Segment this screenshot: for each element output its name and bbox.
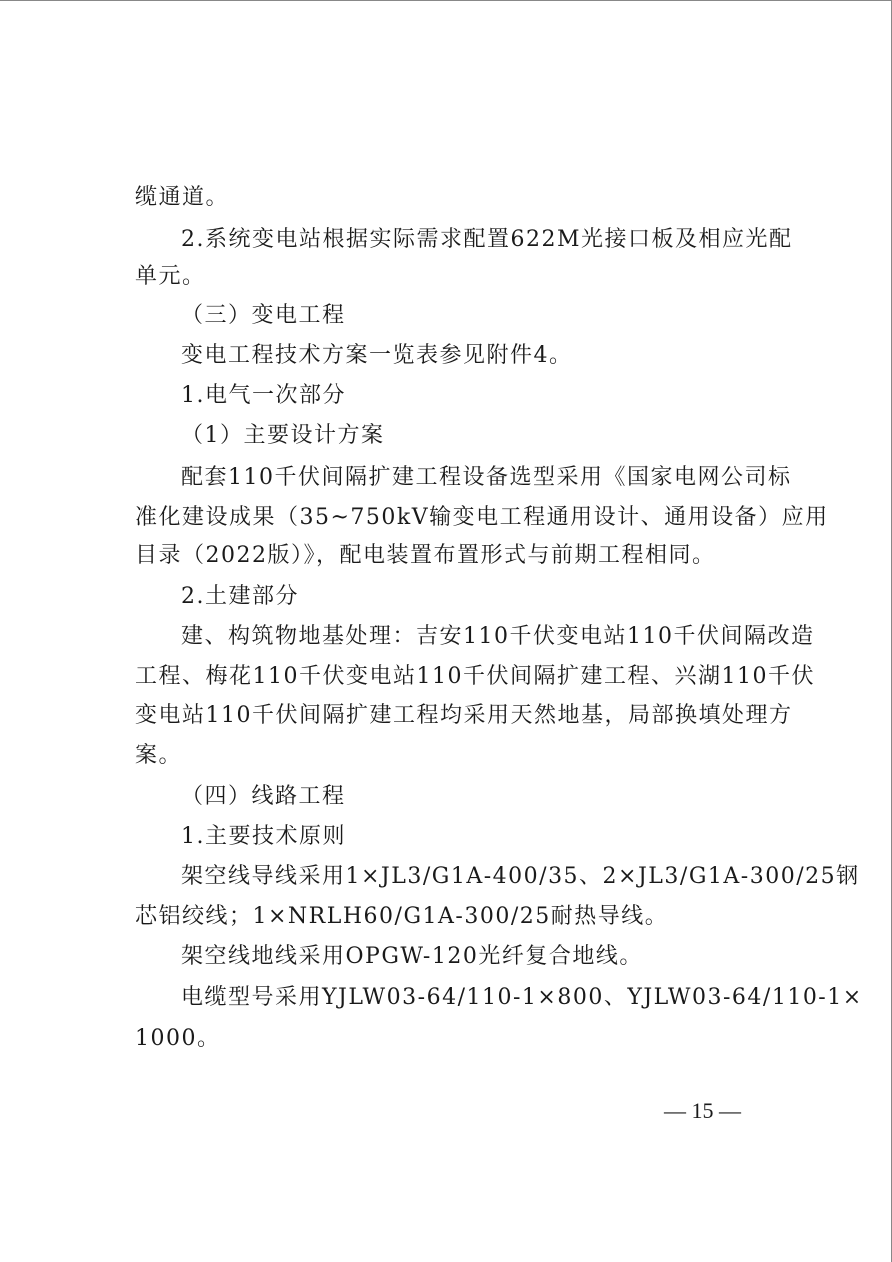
text-line-13: 工程、梅花110千伏变电站110千伏间隔扩建工程、兴湖110千伏 [135, 664, 815, 689]
text-line-3: 单元。 [135, 264, 206, 289]
page-number: — 15 — [664, 1098, 741, 1123]
text-line-10: 目录（2022版）》，配电装置布置形式与前期工程相同。 [135, 543, 716, 568]
text-line-20: 架空线地线采用OPGW-120光纤复合地线。 [181, 944, 643, 969]
section-heading-substation: （三）变电工程 [181, 303, 346, 328]
text-line-22: 1000。 [135, 1026, 221, 1051]
text-line-12: 建、构筑物地基处理：吉安110千伏变电站110千伏间隔改造 [181, 624, 815, 649]
subheading-design: （1）主要设计方案 [181, 423, 385, 448]
text-line-8: 配套110千伏间隔扩建工程设备选型采用《国家电网公司标 [181, 465, 792, 490]
text-line-2: 2.系统变电站根据实际需求配置622M光接口板及相应光配 [181, 227, 793, 252]
text-line-18: 架空线导线采用1×JL3/G1A-400/35、2×JL3/G1A-300/25钢 [181, 864, 860, 889]
text-line-1: 缆通道。 [135, 185, 230, 210]
text-line-19: 芯铝绞线；1×NRLH60/G1A-300/25耐热导线。 [135, 904, 669, 929]
text-line-5: 变电工程技术方案一览表参见附件4。 [181, 343, 573, 368]
text-line-21: 电缆型号采用YJLW03-64/110-1×800、YJLW03-64/110-1× [181, 985, 863, 1010]
section-heading-line: （四）线路工程 [181, 784, 346, 809]
text-line-9: 准化建设成果（35~750kV输变电工程通用设计、通用设备）应用 [135, 505, 829, 530]
subheading-principles: 1.主要技术原则 [181, 824, 346, 849]
text-line-14: 变电站110千伏间隔扩建工程均采用天然地基，局部换填处理方 [135, 703, 793, 728]
subheading-electrical: 1.电气一次部分 [181, 383, 346, 408]
text-line-15: 案。 [135, 743, 183, 768]
subheading-civil: 2.土建部分 [181, 584, 299, 609]
